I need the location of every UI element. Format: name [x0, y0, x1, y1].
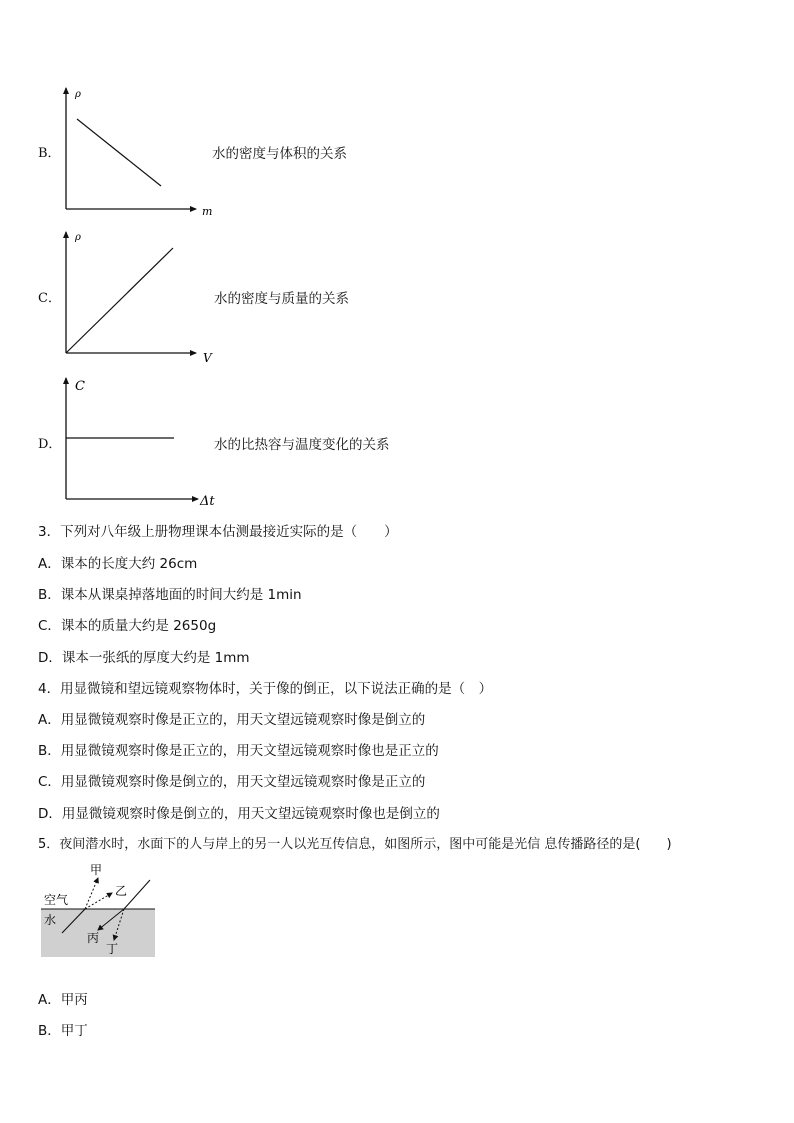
question-3-option-a: A．课本的长度大约 26cm [38, 556, 198, 572]
y-axis-label: ρ [75, 232, 81, 243]
y-axis-label: ρ [75, 89, 81, 100]
option-c-letter: C． [38, 291, 61, 306]
label-bing: 丙 [87, 931, 100, 945]
question-4-option-d: D．用显微镜观察时像是倒立的，用天文望远镜观察时像也是倒立的 [38, 806, 440, 822]
question-4-option-c: C．用显微镜观察时像是倒立的，用天文望远镜观察时像是正立的 [38, 774, 426, 790]
option-b-letter: B． [38, 146, 61, 161]
graph-c-caption: 水的密度与质量的关系 [214, 291, 349, 307]
label-air: 空气 [44, 893, 69, 907]
question-4-option-a: A．用显微镜观察时像是正立的，用天文望远镜观察时像是倒立的 [38, 712, 426, 728]
x-axis-label: Δt [200, 494, 215, 509]
decreasing-line [77, 119, 161, 186]
question-5-option-a: A．甲丙 [38, 992, 88, 1008]
question-4-option-b: B．用显微镜观察时像是正立的，用天文望远镜观察时像也是正立的 [38, 743, 439, 759]
graph-c-density-vs-mass [55, 228, 225, 368]
path-yi [85, 893, 112, 909]
question-5-option-b: B．甲丁 [38, 1023, 88, 1039]
air-ray [124, 880, 150, 909]
question-3-option-b: B．课本从课桌掉落地面的时间大约是 1min [38, 587, 302, 603]
question-5-stem: 5．夜间潜水时，水面下的人与岸上的另一人以光互传信息，如图所示，图中可能是光信 息传播路径的是( ) [38, 837, 672, 852]
question-3-option-c: C．课本的质量大约是 2650g [38, 618, 217, 634]
graph-b-caption: 水的密度与体积的关系 [212, 146, 347, 162]
path-jia [85, 878, 98, 909]
label-ding: 丁 [106, 942, 119, 956]
question-3-option-d: D．课本一张纸的厚度大约是 1mm [38, 650, 250, 666]
question-4-stem: 4．用显微镜和望远镜观察物体时，关于像的倒正，以下说法正确的是（ ） [38, 681, 493, 697]
x-axis-label: m [202, 205, 213, 218]
x-axis-label: V [203, 351, 212, 365]
label-yi: 乙 [115, 884, 128, 898]
graph-d-specific-heat-vs-temperature [55, 372, 230, 510]
light-path-figure [38, 860, 160, 962]
label-water: 水 [44, 913, 57, 927]
y-axis-label: C [75, 379, 85, 394]
graph-b-density-vs-volume [55, 82, 225, 224]
increasing-line [66, 248, 173, 353]
label-jia: 甲 [90, 863, 103, 877]
question-3-stem: 3．下列对八年级上册物理课本估测最接近实际的是（ ） [38, 524, 398, 540]
graph-d-caption: 水的比热容与温度变化的关系 [214, 437, 390, 453]
option-d-letter: D． [38, 437, 62, 452]
